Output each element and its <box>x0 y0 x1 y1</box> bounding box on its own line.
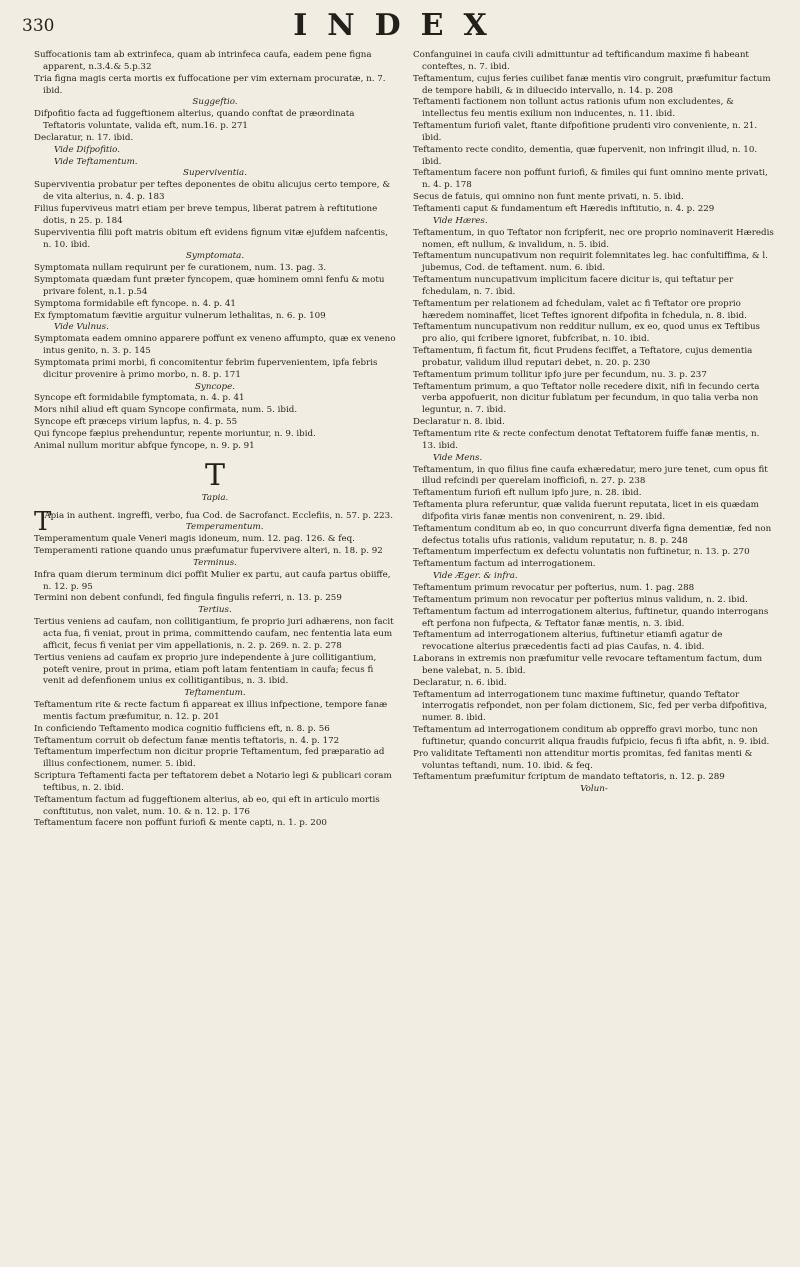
index-entry: Teftamentum, in quo filius fine caufa exhæredatur, mero jure tenet, cum opus fit illud refcindi per querelam inofficiofi, n. 27. p. 238 <box>413 464 768 487</box>
index-entry: Teftamentum primum non revocatur per pofterius minus validum, n. 2. ibid. <box>413 594 748 605</box>
index-entry: Teftamentum præfumitur fcriptum de mandato teftatoris, n. 12. p. 289 <box>413 772 725 783</box>
index-entry: Teftamentum rite & recte confectum denotat Teftatorem fuiffe fanæ mentis, n. 13. ibid. <box>413 429 760 451</box>
index-heading: Temperamentum. <box>185 522 264 533</box>
index-entry: Teftamentum, cujus feries cuilibet fanæ mentis viro congruit, præfumitur factum de tempore habili, & in diluecido intervallo, n. 14. p. 208 <box>413 73 771 96</box>
index-entry: Teftamentum factum ad interrogationem. <box>413 559 596 570</box>
index-entry: Tria figna magis certa mortis ex fuffocatione per vim externam procuratæ, n. 7. ibid. <box>34 73 386 96</box>
index-entry: Teftamentum primum revocatur per pofterius, num. 1. pag. 288 <box>413 582 695 593</box>
page-title: INDEX <box>293 8 507 43</box>
index-entry: Suffocationis tam ab extrinfeca, quam ab intrinfeca caufa, eadem pene figna apparent, n.3.4.& 5.p.32 <box>34 50 372 72</box>
index-entry: Infra quam dierum terminum dici poffit Mulier ex partu, aut caufa partus obiiffe, n. 12. p. 95 <box>34 569 391 592</box>
section-heading: Tapia. <box>201 492 229 503</box>
index-entry: Symptomata primi morbi, fi concomitentur febrim fupervenientem, ipfa febris dicitur provenire à primo morbo, n. 8. p. 171 <box>34 357 378 380</box>
index-heading: Teftamentum. <box>184 688 246 699</box>
page-number: 330 <box>22 16 55 36</box>
index-entry: Teftamentum primum tollitur ipfo jure per fecundum, nu. 3. p. 237 <box>413 369 707 380</box>
index-heading: Suggeftio. <box>192 97 238 108</box>
index-entry: Symptomata nullam requirunt per fe curationem, num. 13. pag. 3. <box>34 263 327 274</box>
index-entry: Teftamentum nuncupativum non redditur nullum, ex eo, quod unus ex Teftibus pro alio, qui fcribere ignoret, fubfcribat, n. 10. ibid. <box>413 322 761 345</box>
index-entry: Teftamentum imperfectum ex defectu voluntatis non fuftinetur, n. 13. p. 270 <box>413 547 750 558</box>
index-entry: Teftamentum, fi factum fit, ficut Prudens feciffet, a Teftatore, cujus dementia probatur, validum illud reputari debet, n. 20. p. 230 <box>413 346 753 368</box>
index-entry: Superviventia filii poft matris obitum eft evidens fignum vitæ ejufdem nafcentis, n. 10. ibid. <box>34 227 388 250</box>
index-entry: Teftamentum nuncupativum implicitum facere dicitur is, qui teftatur per fchedulam, n. 7. ibid. <box>413 275 734 297</box>
index-entry: Qui fyncope fæpius prehenduntur, repente moriuntur, n. 9. ibid. <box>34 429 316 439</box>
index-heading: Terminus. <box>193 557 237 568</box>
cross-reference: Vide Vulnus. <box>54 322 109 333</box>
index-entry: Teftamenti caput & fundamentum eft Hæredis inftitutio, n. 4. p. 229 <box>413 203 715 214</box>
index-entry: Teftamentum facere non poffunt furiofi, & fimiles qui funt omnino mente privati, n. 4. p. 178 <box>413 168 768 191</box>
index-entry: Termini non debent confundi, fed fingula fingulis referri, n. 13. p. 259 <box>34 593 342 604</box>
index-entry: Teftamentum conditum ab eo, in quo concurrunt diverfa figna dementiæ, fed non defectus totalis ufus rationis, validum reputatur, n. 8. p. 248 <box>413 523 772 546</box>
index-entry: Symptoma formidabile eft fyncope. n. 4. p. 41 <box>34 298 236 309</box>
index-entry: Teftamentum nuncupativum non requirit folemnitates leg. hac confultiffima, & l. jubemus, Cod. de teftament. num. 6. ibid. <box>413 251 768 274</box>
right-column <box>413 50 775 796</box>
section-letter: T <box>204 457 225 493</box>
index-entry: Teftamentum ad interrogationem alterius, fuftinetur etiamfi agatur de revocatione alterius præcedentis facti ad pias Caufas, n. 4. ibid. <box>413 630 723 653</box>
index-entry: Teftamentum rite & recte factum fi appareat ex illius infpectione, tempore fanæ mentis factum præfumitur, n. 12. p. 201 <box>34 700 388 722</box>
index-entry: Teftamentum primum, a quo Teftator nolle recedere dixit, nifi in fecundo certa verba appofuerit, non dicitur fublatum per fecundum, in quo talia verba non leguntur, n. 7. ibid. <box>413 381 760 416</box>
index-entry: Teftamentum factum ad interrogationem alterius, fuftinetur, quando interrogans eft perfona non fufpecta, & Teftator fanæ mentis, n. 3. ibid. <box>413 606 769 629</box>
index-entry: Teftamentum per relationem ad fchedulam, valet ac fi Teftator ore proprio hæredem nominaffet, licet Teftes ignorent difpofita in fchedula, n. 8. ibid. <box>413 298 747 321</box>
cross-reference: Vide Hæres. <box>433 215 488 226</box>
index-entry: Teftamentum facere non poffunt furiofi & mente capti, n. 1. p. 200 <box>34 818 327 829</box>
cross-reference: Vide Æger. & infra. <box>433 571 518 582</box>
index-entry: Teftamentum ad interrogationem conditum ab oppreffo gravi morbo, tunc non fuftinetur, quando concurrit aliqua fraudis fufpicio, fecus fi ifta abfit, n. 9. ibid. <box>413 725 770 747</box>
index-entry: Declaratur n. 8. ibid. <box>413 417 505 428</box>
index-entry: Tertius veniens ad caufam, non collitigantium, fe proprio juri adhærens, non facit acta fua, fi veniat, prout in prima, committendo caufam, nec fententia lata eum afficit, fecus fi veniat per vim appellationis, n. 2. p. 269. n. 2. p. 278 <box>34 617 394 651</box>
index-entry: In conficiendo Teftamento modica cognitio fufficiens eft, n. 8. p. 56 <box>34 723 330 734</box>
page-header <box>22 10 778 52</box>
index-entry: Temperamentum quale Veneri magis idoneum, num. 12. pag. 126. & feq. <box>34 534 355 545</box>
index-entry: Teftamentum, in quo Teftator non fcripferit, nec ore proprio nominaverit Hæredis nomen, eft nullum, & invalidum, n. 5. ibid. <box>413 227 774 250</box>
index-entry: Teftamento recte condito, dementia, quæ fupervenit, non infringit illud, n. 10. ibid. <box>413 144 758 167</box>
cross-reference: Vide Mens. <box>433 452 483 463</box>
index-entry: Superviventia probatur per teftes deponentes de obitu alicujus certo tempore, & de vita alterius, n. 4. p. 183 <box>34 180 391 203</box>
index-entry: Teftamentum imperfectum non dicitur proprie Teftamentum, fed præparatio ad illius confectionem, numer. 5. ibid. <box>34 747 385 770</box>
index-entry: Teftamentum ad interrogationem tunc maxime fuftinetur, quando Teftator interrogatis refpondet, non per folam dictionem, Sic, fed per verba difpofitiva, numer. 8. ibid. <box>413 689 768 724</box>
index-heading: Symptomata. <box>185 251 245 262</box>
index-entry: Syncope eft formidabile fymptomata, n. 4. p. 41 <box>34 393 245 404</box>
left-column <box>34 50 396 830</box>
cross-reference: Vide Teftamentum. <box>54 156 138 167</box>
index-entry: Declaratur, n. 6. ibid. <box>413 677 507 688</box>
index-entry: Symptomata eadem omnino apparere poffunt ex veneno affumpto, quæ ex veneno intus genito, n. 3. p. 145 <box>34 334 396 357</box>
index-heading: Tertius. <box>198 605 232 616</box>
index-entry: Teftamentum corruit ob defectum fanæ mentis teftatoris, n. 4. p. 172 <box>34 735 340 746</box>
index-entry: Tertius veniens ad caufam ex proprio jure independente à jure collitigantium, poteft venire, prout in prima, etiam poft latam fententiam in caufa; fecus fi venit ad defenfionem unius ex collitigantibus, n. 3. ibid. <box>34 652 377 687</box>
index-entry: Laborans in extremis non præfumitur velle revocare teftamentum factum, dum bene valebat, n. 5. ibid. <box>413 654 763 676</box>
index-entry: Temperamenti ratione quando unus præfumatur fupervivere alteri, n. 18. p. 92 <box>34 546 383 557</box>
index-entry: Teftamentum factum ad fuggeftionem alterius, ab eo, qui eft in articulo mortis conftitutus, non valet, num. 10. & n. 12. p. 176 <box>34 794 380 817</box>
index-entry: Teftamenta plura referuntur, quæ valida fuerunt reputata, licet in eis quædam difpofita viris fanæ mentis non convenirent, n. 29. ibid. <box>413 500 759 522</box>
index-entry: Symptomata quædam funt præter fyncopem, quæ hominem omni fenfu & motu privare folent, n.1. p.54 <box>34 275 385 297</box>
cross-reference: Vide Difpofitio. <box>54 144 121 155</box>
index-heading: Superviventia. <box>183 168 247 179</box>
index-entry: Mors nihil aliud eft quam Syncope confirmata, num. 5. ibid. <box>34 405 298 416</box>
index-entry: Animal nullum moritur abfque fyncope, n. 9. p. 91 <box>34 440 255 451</box>
index-entry: Teftamentum furiofi eft nullum ipfo jure, n. 28. ibid. <box>413 488 642 499</box>
index-entry: Filius fuperviveus matri etiam per breve tempus, liberat patrem à reftitutione dotis, n 25. p. 184 <box>34 203 378 226</box>
index-entry: Ex fymptomatum fævitie arguitur vulnerum lethalitas, n. 6. p. 109 <box>34 310 326 321</box>
index-entry-initial: TApia in authent. ingreffi, verbo, fua Cod. de Sacrofanct. Ecclefiis, n. 57. p. 223. <box>34 506 393 537</box>
index-entry: Declaratur, n. 17. ibid. <box>34 132 134 143</box>
index-entry: Teftamentum furiofi valet, ftante difpofitione prudenti viro conveniente, n. 21. ibid. <box>413 121 758 143</box>
index-entry: Secus de fatuis, qui omnino non funt mente privati, n. 5. ibid. <box>413 192 684 203</box>
index-heading: Volun- <box>580 784 608 795</box>
index-heading: Syncope. <box>194 381 235 392</box>
index-entry: Teftamenti factionem non tollunt actus rationis ufum non excludentes, & intellectus feu mentis exilium non inducentes, n. 11. ibid. <box>413 97 734 120</box>
index-entry: Scriptura Teftamenti facta per teftatorem debet a Notario legi & publicari coram teftibus, n. 2. ibid. <box>34 771 392 793</box>
index-entry: Confanguinei in caufa civili admittuntur ad teftificandum maxime fi habeant conteftes, n. 7. ibid. <box>413 50 749 72</box>
index-entry: Difpofitio facta ad fuggeftionem alterius, quando conftat de præordinata Teftatoris voluntate, valida eft, num.16. p. 271 <box>34 109 355 132</box>
index-entry: Pro validitate Teftamenti non attenditur mortis promitas, fed fanitas menti & voluntas teftandi, num. 10. ibid. & feq. <box>413 748 753 771</box>
index-entry: Syncope eft præceps virium lapfus, n. 4. p. 55 <box>34 417 238 428</box>
